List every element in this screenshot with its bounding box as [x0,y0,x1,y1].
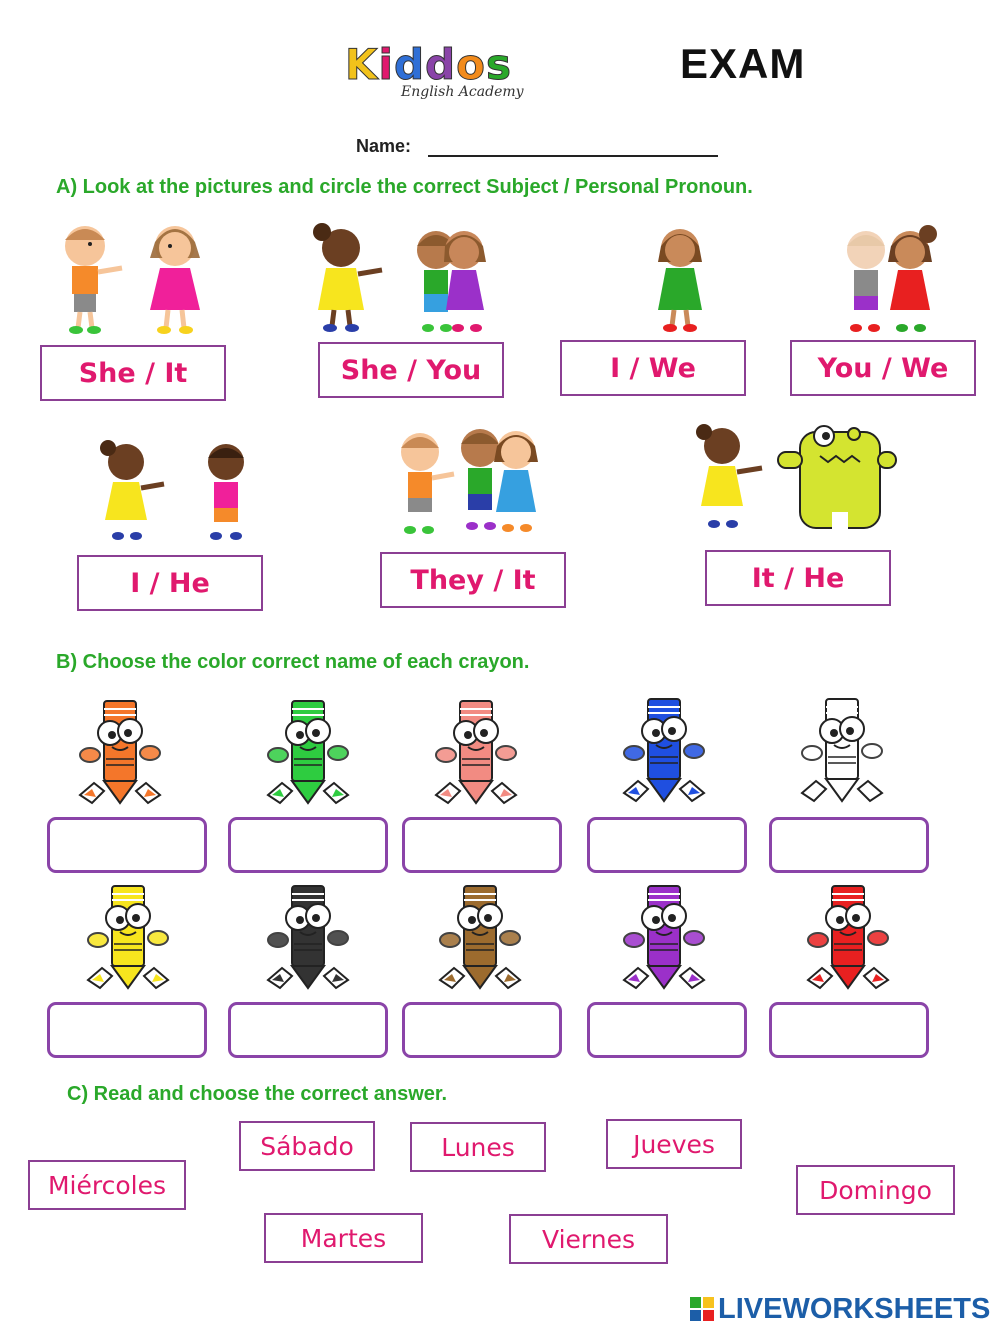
logo-letter: o [456,40,486,89]
crayon-answer-box-2[interactable] [228,817,388,873]
name-input-line[interactable] [428,155,718,157]
crayon-character-9 [614,880,714,995]
kiddos-logo [345,40,525,110]
logo-letter: i [378,40,394,89]
girl-figure [313,223,382,332]
boy-figure [847,231,885,332]
day-option-lunes[interactable]: Lunes [410,1122,546,1172]
logo-letter: d [425,40,457,89]
girl-figure [444,231,486,332]
boy-figure [65,226,122,334]
illustration-girl-pointing-boy [86,436,256,546]
crayon-character-3 [426,695,526,810]
crayon-answer-box-9[interactable] [587,1002,747,1058]
name-label: Name: [356,136,412,156]
day-option-viernes[interactable]: Viernes [509,1214,668,1264]
illustration-boy-pointing-girl [50,218,220,336]
crayon-answer-box-8[interactable] [402,1002,562,1058]
logo-letter: s [485,40,512,89]
illustration-boy-and-girl-together [828,218,948,336]
crayon-answer-box-1[interactable] [47,817,207,873]
pronoun-option-4[interactable]: You / We [790,340,976,396]
crayon-character-1 [70,695,170,810]
liveworksheets-wordmark: LIVEWORKSHEETS [718,1293,991,1325]
crayon-answer-box-10[interactable] [769,1002,929,1058]
girl-figure [696,424,762,528]
pronoun-option-5[interactable]: I / He [77,555,263,611]
pronoun-option-2[interactable]: She / You [318,342,504,398]
liveworksheets-logo-icon [690,1297,714,1321]
day-option-miercoles[interactable]: Miércoles [28,1160,186,1210]
crayon-character-8 [430,880,530,995]
girl-figure [150,226,200,334]
exam-title: EXAM [680,40,806,87]
logo-letter: K [345,40,379,89]
crayon-character-5 [792,693,892,808]
illustration-boy-pointing-two-kids [390,420,565,538]
day-option-jueves[interactable]: Jueves [606,1119,742,1169]
crayon-character-7 [258,880,358,995]
girl-figure [100,440,164,540]
crayon-character-10 [798,880,898,995]
pronoun-option-7[interactable]: It / He [705,550,891,606]
day-option-martes[interactable]: Martes [264,1213,423,1263]
crayon-answer-box-3[interactable] [402,817,562,873]
girl-figure [888,225,937,332]
section-a-title: A) Look at the pictures and circle the correct Subject / Personal Pronoun. [56,176,753,198]
boy-figure [461,429,499,530]
logo-subtitle: English Academy [401,84,524,100]
illustration-girl-pointing-two-kids [296,218,516,336]
illustration-girl-pointing-self [640,218,720,336]
crayon-answer-box-5[interactable] [769,817,929,873]
boy-figure [208,444,244,540]
girl-figure [494,431,538,532]
pronoun-option-1[interactable]: She / It [40,345,226,401]
pronoun-option-3[interactable]: I / We [560,340,746,396]
pronoun-option-6[interactable]: They / It [380,552,566,608]
boy-figure [401,433,454,534]
crayon-answer-box-4[interactable] [587,817,747,873]
section-c-title: C) Read and choose the correct answer. [67,1083,448,1105]
name-field [356,136,411,157]
day-option-sabado[interactable]: Sábado [239,1121,375,1171]
liveworksheets-brand [690,1293,990,1326]
crayon-character-6 [78,880,178,995]
illustration-girl-pointing-monster [682,418,902,536]
crayon-answer-box-7[interactable] [228,1002,388,1058]
monster-figure [778,426,896,530]
logo-wordmark [345,40,525,89]
logo-letter: d [393,40,426,89]
crayon-answer-box-6[interactable] [47,1002,207,1058]
day-option-domingo[interactable]: Domingo [796,1165,955,1215]
section-b-title: B) Choose the color correct name of each crayon. [56,651,530,673]
crayon-character-4 [614,693,714,808]
crayon-character-2 [258,695,358,810]
